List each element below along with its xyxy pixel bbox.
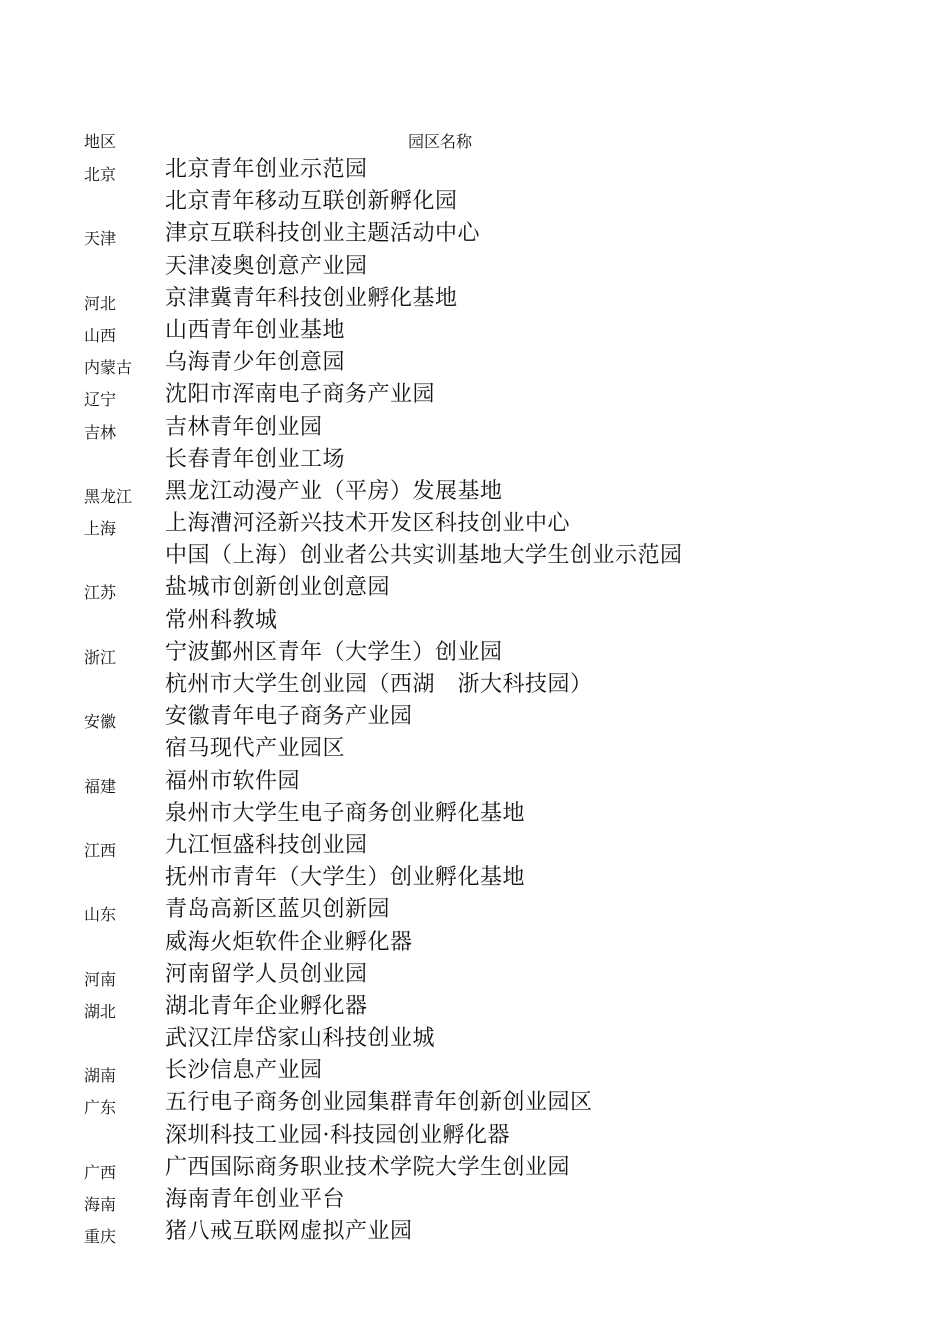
park-name-cell: 海南青年创业平台 <box>165 1187 346 1212</box>
table-row <box>0 445 950 477</box>
park-name-cell: 中国（上海）创业者公共实训基地大学生创业示范园 <box>165 543 683 569</box>
park-name-cell: 九江恒盛科技创业园 <box>165 832 368 858</box>
region-column-header: 地区 <box>84 132 117 151</box>
region-cell: 黑龙江 <box>84 486 133 506</box>
table-row <box>0 831 950 863</box>
region-cell: 上海 <box>84 519 117 539</box>
region-cell: 湖南 <box>84 1066 117 1086</box>
table-row <box>0 187 950 219</box>
table-row <box>0 1185 950 1217</box>
table-row <box>0 638 950 670</box>
region-cell: 天津 <box>84 229 117 249</box>
park-name-cell: 安徽青年电子商务产业园 <box>165 704 413 730</box>
table-row <box>0 606 950 638</box>
park-name-cell: 乌海青少年创意园 <box>165 350 346 376</box>
park-name-cell: 北京青年创业示范园 <box>165 157 368 182</box>
region-cell: 河南 <box>84 969 117 989</box>
park-name-cell: 威海火炬软件企业孵化器 <box>165 929 413 955</box>
table-row <box>0 670 950 702</box>
park-name-cell: 京津冀青年科技创业孵化基地 <box>165 285 458 311</box>
table-row <box>0 477 950 509</box>
table-row <box>0 380 950 412</box>
table-row <box>0 509 950 541</box>
table-row <box>0 895 950 927</box>
region-cell: 内蒙古 <box>84 358 133 378</box>
park-name-cell: 长沙信息产业园 <box>165 1058 323 1084</box>
park-name-cell: 长春青年创业工场 <box>165 446 346 472</box>
region-cell: 山东 <box>84 905 117 925</box>
table-row <box>0 1153 950 1185</box>
park-name-cell: 抚州市青年（大学生）创业孵化基地 <box>165 865 526 891</box>
park-name-cell: 杭州市大学生创业园（西湖 浙大科技园） <box>165 672 593 697</box>
park-name-cell: 天津凌奥创意产业园 <box>165 253 368 279</box>
region-cell: 辽宁 <box>84 390 117 410</box>
park-name-cell: 宁波鄞州区青年（大学生）创业园 <box>165 639 503 665</box>
park-name-cell: 泉州市大学生电子商务创业孵化基地 <box>165 800 526 826</box>
region-cell: 浙江 <box>84 647 117 667</box>
table-row <box>0 284 950 316</box>
region-cell: 广东 <box>84 1098 117 1118</box>
table-row <box>0 541 950 573</box>
park-name-cell: 盐城市创新创业创意园 <box>165 575 391 601</box>
table-row <box>0 928 950 960</box>
table-row <box>0 1217 950 1249</box>
park-name-cell: 湖北青年企业孵化器 <box>165 993 368 1019</box>
table-row <box>0 767 950 799</box>
region-cell: 吉林 <box>84 422 117 442</box>
table-row <box>0 219 950 251</box>
region-cell: 山西 <box>84 325 117 345</box>
park-name-cell: 深圳科技工业园·科技园创业孵化器 <box>165 1122 510 1148</box>
table-row <box>0 1121 950 1153</box>
park-name-cell: 宿马现代产业园区 <box>165 736 346 762</box>
park-name-cell: 武汉江岸岱家山科技创业城 <box>165 1026 436 1052</box>
region-cell: 安徽 <box>84 712 117 732</box>
park-name-cell: 福州市软件园 <box>165 768 301 794</box>
table-row <box>0 1056 950 1088</box>
table-row <box>0 960 950 992</box>
table-row <box>0 734 950 766</box>
park-name-cell: 山西青年创业基地 <box>165 317 346 343</box>
table-row <box>0 1088 950 1120</box>
table-row <box>0 702 950 734</box>
region-cell: 海南 <box>84 1195 117 1214</box>
park-name-cell: 常州科教城 <box>165 607 278 633</box>
park-name-cell: 广西国际商务职业技术学院大学生创业园 <box>165 1154 571 1180</box>
table-row <box>0 863 950 895</box>
park-name-cell: 津京互联科技创业主题活动中心 <box>165 221 481 247</box>
region-cell: 江苏 <box>84 583 117 603</box>
region-cell: 北京 <box>84 165 117 184</box>
table-row <box>0 348 950 380</box>
park-name-cell: 猪八戒互联网虚拟产业园 <box>165 1219 413 1245</box>
park-name-cell: 青岛高新区蓝贝创新园 <box>165 897 391 923</box>
park-column-header: 园区名称 <box>408 132 473 151</box>
region-cell: 福建 <box>84 776 117 796</box>
park-name-cell: 五行电子商务创业园集群青年创新创业园区 <box>165 1090 593 1116</box>
region-cell: 江西 <box>84 840 117 860</box>
park-name-cell: 黑龙江动漫产业（平房）发展基地 <box>165 478 503 504</box>
region-cell: 河北 <box>84 293 117 313</box>
table-row <box>0 992 950 1024</box>
park-list <box>0 155 950 1249</box>
table-row <box>0 413 950 445</box>
park-name-cell: 吉林青年创业园 <box>165 414 323 440</box>
region-cell: 湖北 <box>84 1001 117 1021</box>
table-row <box>0 573 950 605</box>
table-row <box>0 1024 950 1056</box>
park-name-cell: 上海漕河泾新兴技术开发区科技创业中心 <box>165 511 571 537</box>
region-cell: 重庆 <box>84 1227 117 1247</box>
table-row <box>0 799 950 831</box>
region-cell: 广西 <box>84 1162 117 1182</box>
table-header <box>0 130 950 154</box>
park-name-cell: 沈阳市浑南电子商务产业园 <box>165 382 436 408</box>
table-row <box>0 252 950 284</box>
table-row <box>0 316 950 348</box>
table-row <box>0 155 950 187</box>
park-name-cell: 北京青年移动互联创新孵化园 <box>165 189 458 215</box>
park-name-cell: 河南留学人员创业园 <box>165 961 368 987</box>
